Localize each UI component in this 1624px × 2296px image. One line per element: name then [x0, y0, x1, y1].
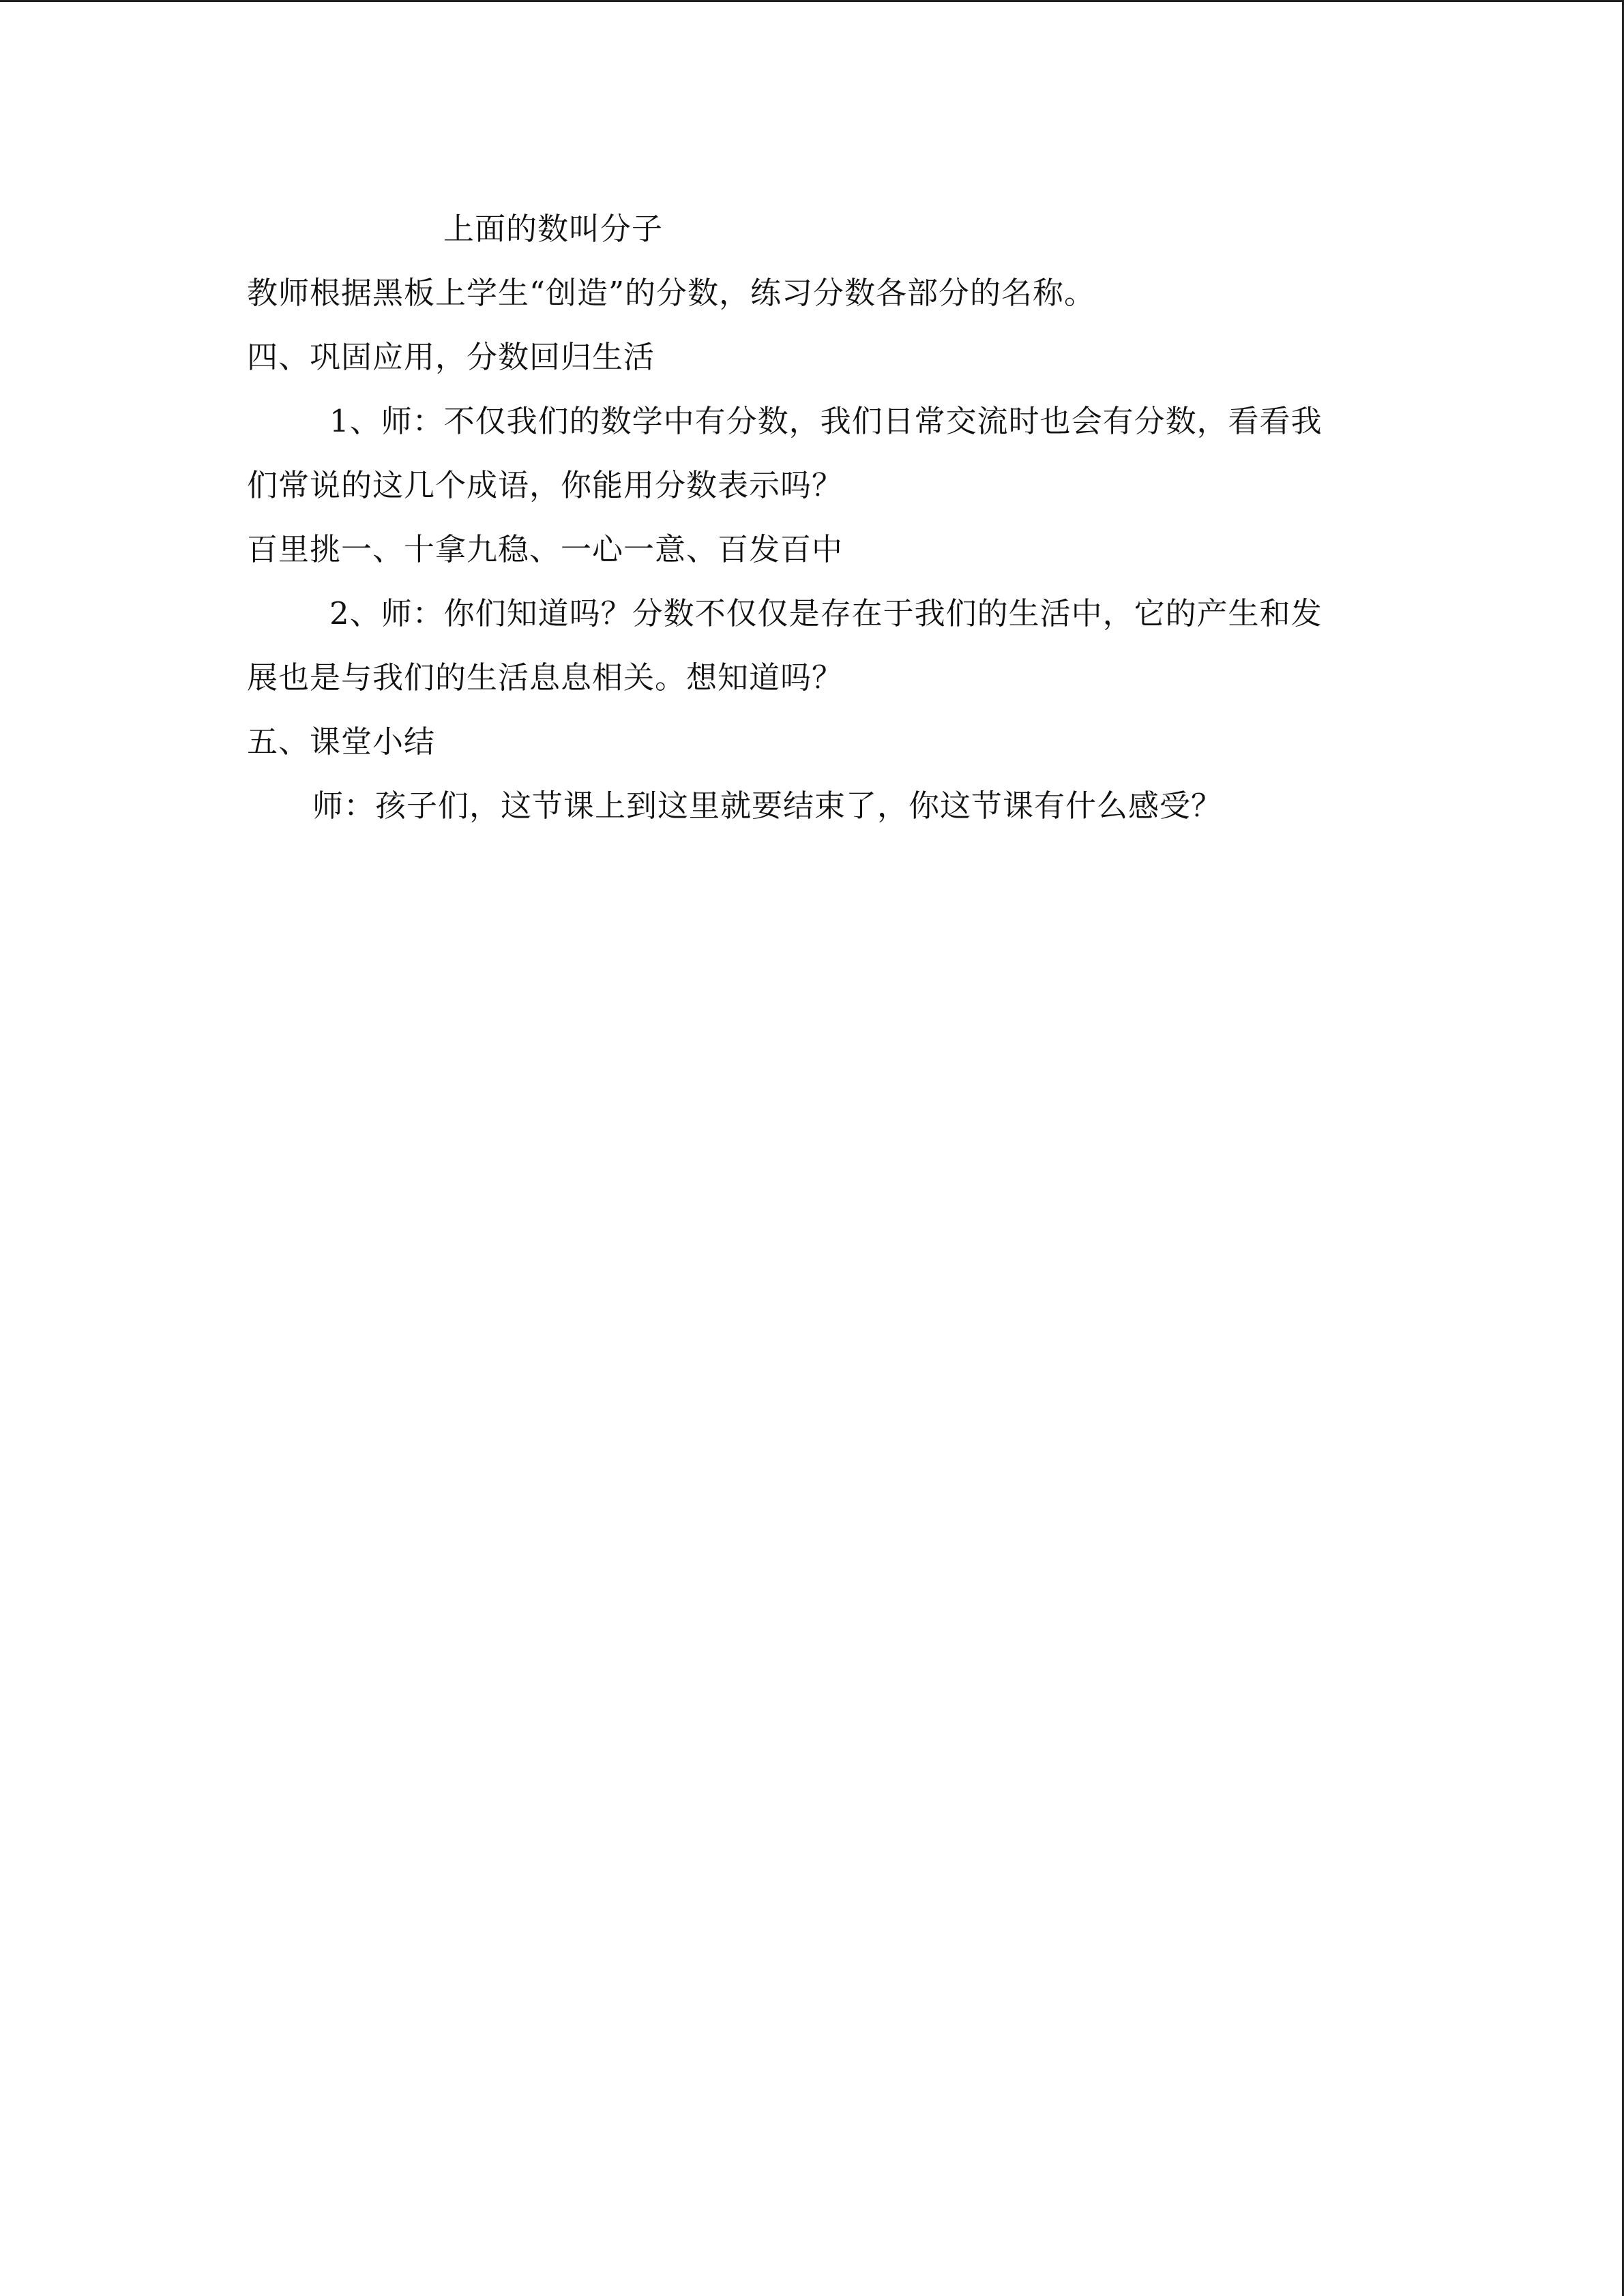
paragraph-one-line-1: 1、师：不仅我们的数学中有分数，我们日常交流时也会有分数，看看我: [329, 403, 1323, 439]
idioms-line: 百里挑一、十拿九稳、一心一意、百发百中: [247, 531, 844, 567]
teacher-practice-line: 教师根据黑板上学生“创造”的分数，练习分数各部分的名称。: [247, 275, 1096, 311]
section-four-heading: 四、巩固应用，分数回归生活: [247, 339, 655, 375]
paragraph-two-line-2: 展也是与我们的生活息息相关。想知道吗？: [247, 659, 844, 696]
paragraph-one-line-2: 们常说的这几个成语，你能用分数表示吗？: [247, 467, 844, 503]
paragraph-two-line-1: 2、师：你们知道吗？分数不仅仅是存在于我们的生活中，它的产生和发: [329, 595, 1323, 631]
section-five-heading: 五、课堂小结: [247, 724, 436, 760]
page-border-top: [0, 0, 1624, 2]
closing-question-line: 师：孩子们，这节课上到这里就要结束了，你这节课有什么感受？: [312, 788, 1223, 824]
numerator-label-line: 上面的数叫分子: [443, 211, 664, 247]
